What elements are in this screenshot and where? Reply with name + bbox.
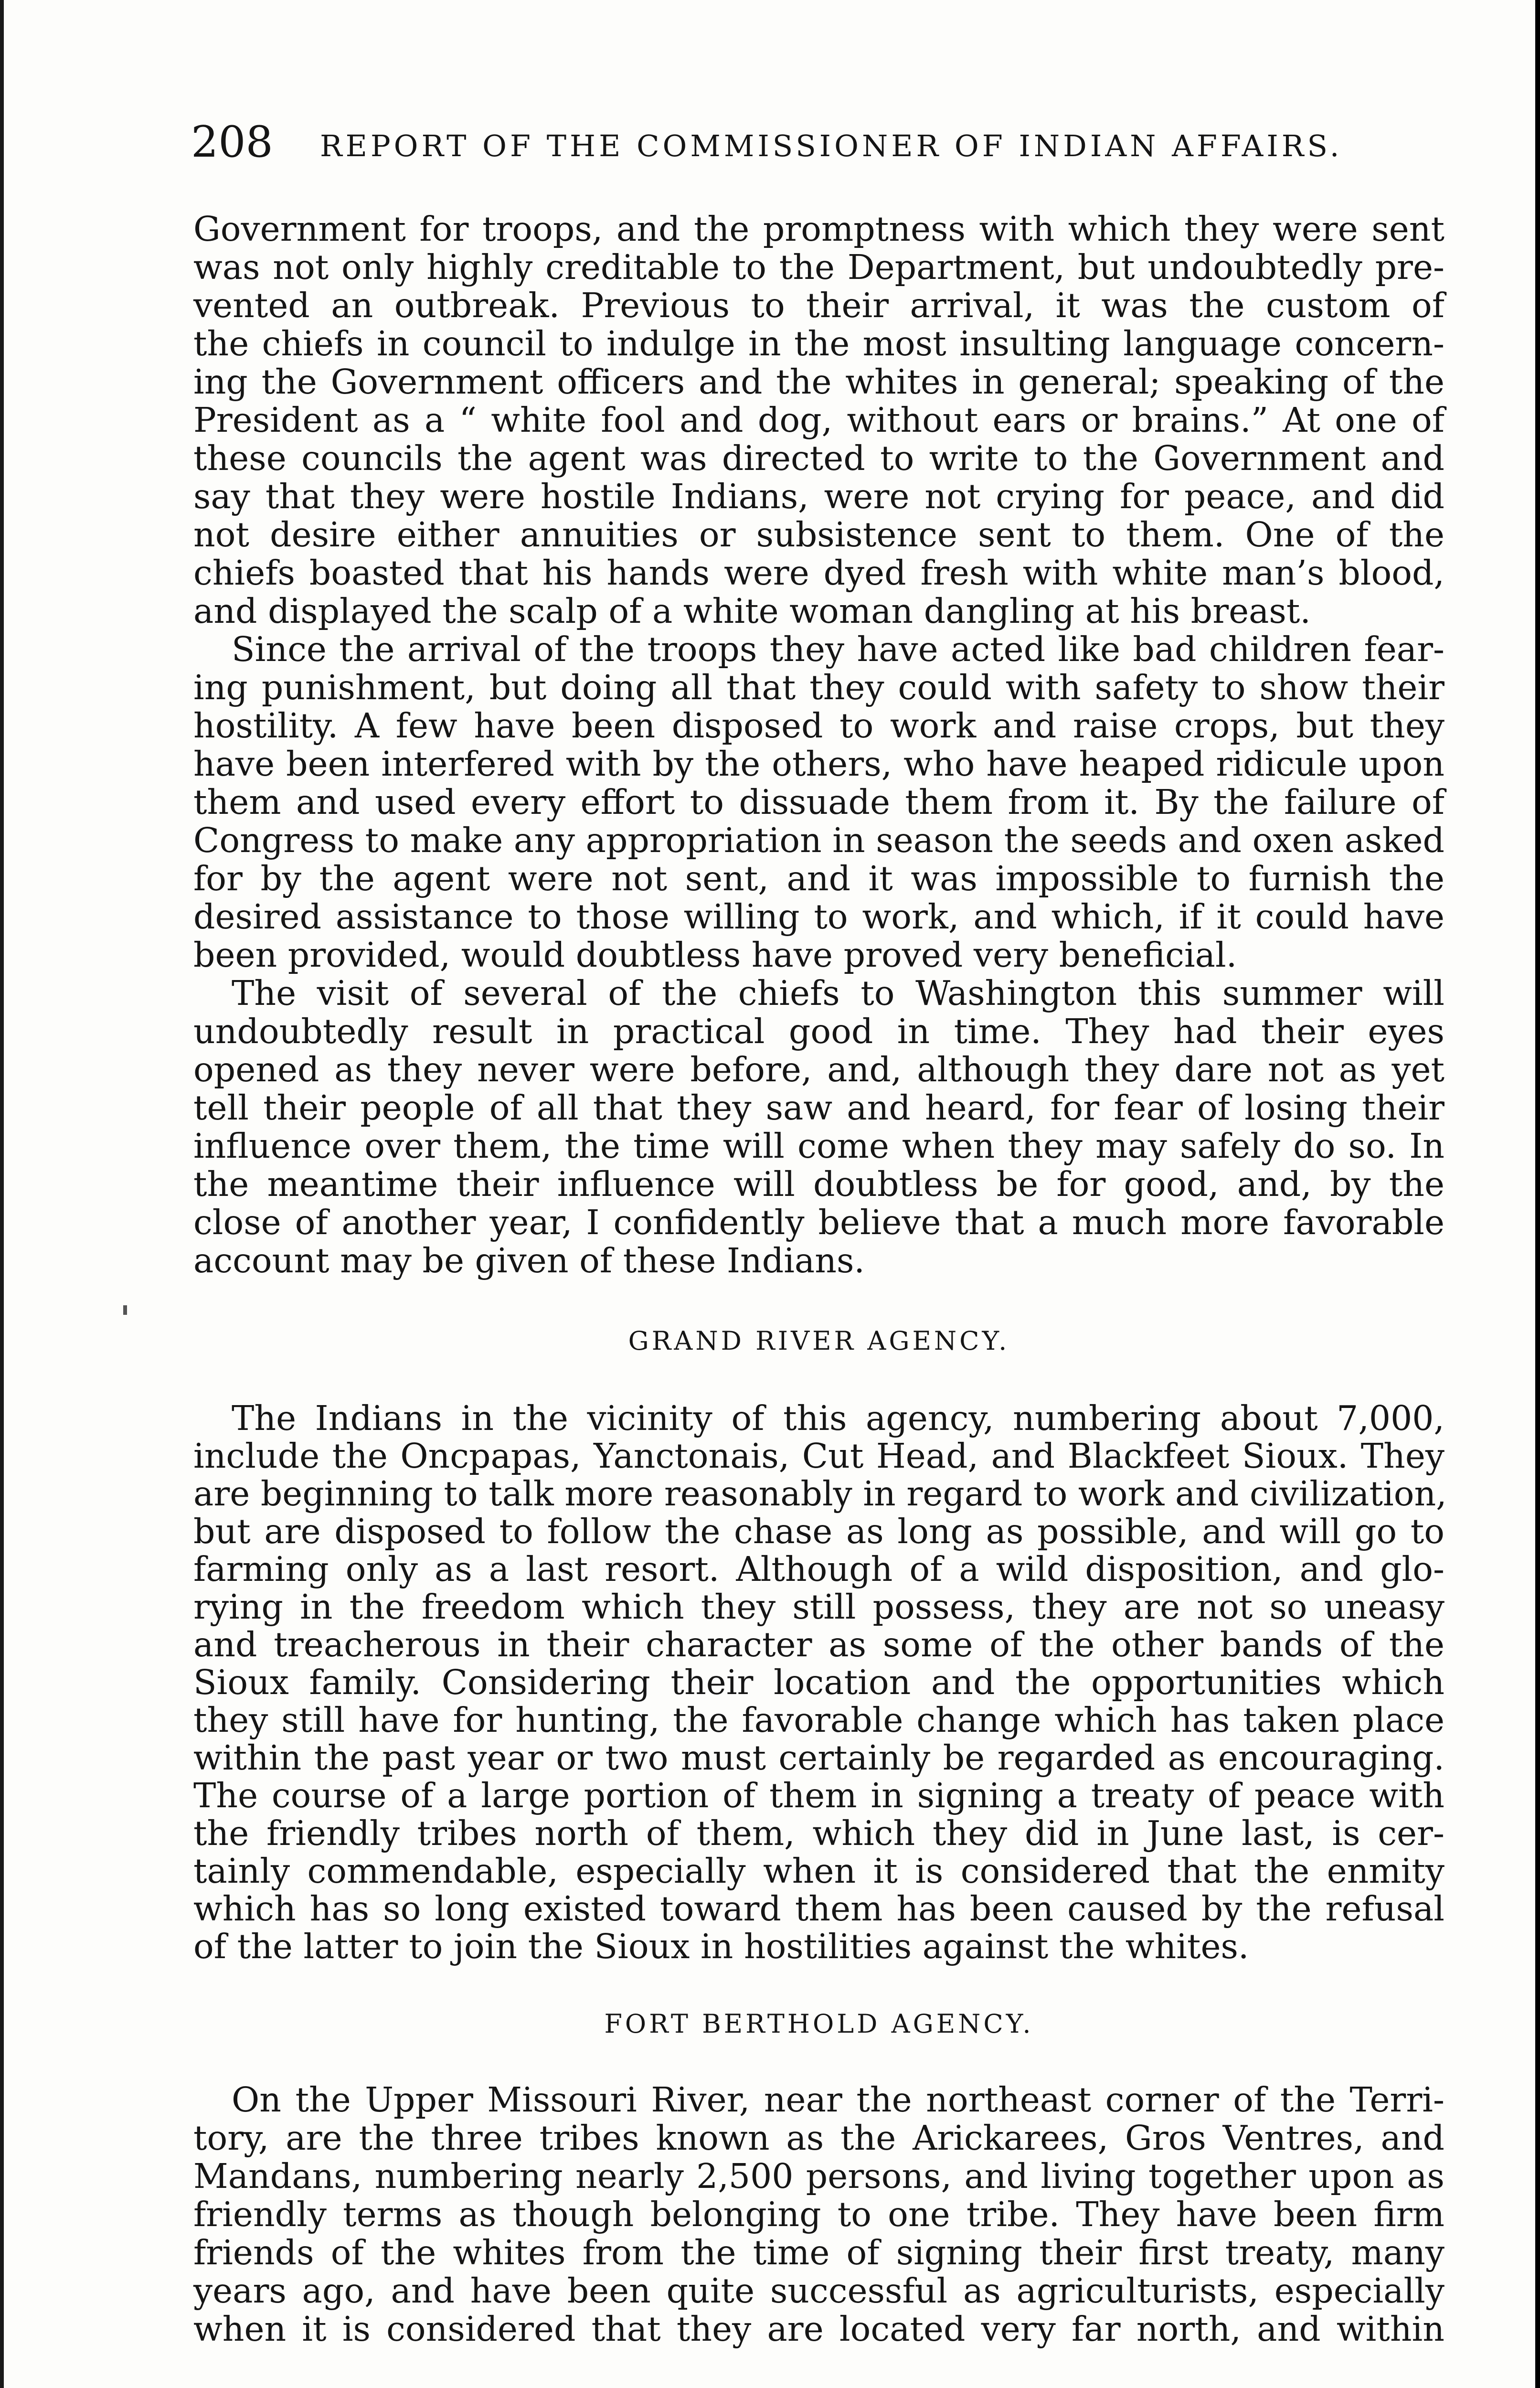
- text-line: undoubtedly result in practical good in time. They had their eyes: [193, 1012, 1444, 1051]
- paragraph-first-line: Since the arrival of the troops they have acted like bad children fear-: [232, 629, 1444, 669]
- scan-edge-right: [1535, 0, 1540, 2388]
- paragraph-first-line: The Indians in the vicinity of this agency, numbering about 7,000,: [232, 1398, 1444, 1438]
- text-line: years ago, and have been quite successful as agriculturists, especially: [193, 2271, 1444, 2311]
- scan-edge-left: [0, 0, 4, 2388]
- text-line: are beginning to talk more reasonably in regard to work and civilization,: [193, 1474, 1447, 1514]
- running-title: REPORT OF THE COMMISSIONER OF INDIAN AFFAIRS.: [320, 128, 1343, 163]
- text-line: Sioux family. Considering their location and the opportunities which: [193, 1663, 1444, 1702]
- text-line: Government for troops, and the promptness with which they were sent: [193, 209, 1444, 249]
- section-heading-fort-berthold: FORT BERTHOLD AGENCY.: [604, 2009, 1034, 2039]
- text-line: friends of the whites from the time of signing their first treaty, many: [193, 2233, 1444, 2272]
- text-line: chiefs boasted that his hands were dyed fresh with white man’s blood,: [193, 553, 1444, 593]
- text-line: desired assistance to those willing to work, and which, if it could have: [193, 897, 1444, 937]
- text-line: of the latter to join the Sioux in hostilities against the whites.: [193, 1927, 1249, 1966]
- text-line: these councils the agent was directed to write to the Government and: [193, 438, 1444, 478]
- print-speck: [123, 1305, 127, 1315]
- text-line: opened as they never were before, and, although they dare not as yet: [193, 1050, 1444, 1089]
- text-line: the meantime their influence will doubtless be for good, and, by the: [193, 1164, 1444, 1204]
- text-line: tell their people of all that they saw and heard, for fear of losing their: [193, 1088, 1444, 1128]
- text-line: and displayed the scalp of a white woman dangling at his breast.: [193, 591, 1311, 631]
- text-line: rying in the freedom which they still possess, they are not so uneasy: [193, 1587, 1444, 1627]
- text-line: close of another year, I confidently believe that a much more favorable: [193, 1203, 1444, 1242]
- text-line: ing the Government officers and the whites in general; speaking of the: [193, 362, 1444, 402]
- text-line: them and used every effort to dissuade them from it. By the failure of: [193, 782, 1444, 822]
- text-line: have been interfered with by the others, who have heaped ridicule upon: [193, 744, 1444, 784]
- text-line: tory, are the three tribes known as the Arickarees, Gros Ventres, and: [193, 2118, 1444, 2158]
- text-line: say that they were hostile Indians, were not crying for peace, and did: [193, 477, 1444, 516]
- paragraph-first-line: The visit of several of the chiefs to Washington this summer will: [232, 973, 1444, 1013]
- text-line: but are disposed to follow the chase as long as possible, and will go to: [193, 1512, 1444, 1551]
- text-line: President as a “ white fool and dog, without ears or brains.” At one of: [193, 400, 1444, 440]
- text-line: The course of a large portion of them in signing a treaty of peace with: [193, 1776, 1444, 1815]
- text-line: for by the agent were not sent, and it was impossible to furnish the: [193, 859, 1444, 898]
- text-line: was not only highly creditable to the Department, but undoubtedly pre-: [193, 247, 1444, 287]
- text-line: ing punishment, but doing all that they could with safety to show their: [193, 668, 1444, 707]
- paragraph-first-line: On the Upper Missouri River, near the northeast corner of the Terri-: [232, 2080, 1444, 2120]
- text-line: the friendly tribes north of them, which they did in June last, is cer-: [193, 1813, 1444, 1853]
- text-line: Congress to make any appropriation in season the seeds and oxen asked: [193, 821, 1444, 860]
- text-line: when it is considered that they are located very far north, and within: [193, 2309, 1444, 2349]
- section-heading-grand-river: GRAND RIVER AGENCY.: [628, 1326, 1010, 1356]
- text-line: friendly terms as though belonging to one tribe. They have been firm: [193, 2195, 1444, 2234]
- text-line: they still have for hunting, the favorable change which has taken place: [193, 1700, 1444, 1740]
- text-line: the chiefs in council to indulge in the most insulting language concern-: [193, 324, 1444, 363]
- text-line: tainly commendable, especially when it is considered that the enmity: [193, 1851, 1444, 1891]
- text-line: been provided, would doubtless have proved very beneficial.: [193, 935, 1237, 975]
- page-header: [191, 114, 1442, 171]
- text-line: not desire either annuities or subsistence sent to them. One of the: [193, 515, 1444, 554]
- text-line: which has so long existed toward them has been caused by the refusal: [193, 1889, 1444, 1929]
- text-line: Mandans, numbering nearly 2,500 persons, and living together upon as: [193, 2156, 1444, 2196]
- text-line: vented an outbreak. Previous to their arrival, it was the custom of: [193, 286, 1444, 325]
- text-line: hostility. A few have been disposed to work and raise crops, but they: [193, 706, 1444, 746]
- text-line: influence over them, the time will come when they may safely do so. In: [193, 1126, 1444, 1166]
- text-line: account may be given of these Indians.: [193, 1241, 865, 1280]
- text-line: within the past year or two must certainly be regarded as encouraging.: [193, 1738, 1444, 1778]
- text-line: farming only as a last resort. Although of a wild disposition, and glo-: [193, 1549, 1444, 1589]
- text-line: and treacherous in their character as some of the other bands of the: [193, 1625, 1444, 1664]
- text-line: include the Oncpapas, Yanctonais, Cut Head, and Blackfeet Sioux. They: [193, 1436, 1444, 1476]
- page-number: 208: [191, 117, 273, 167]
